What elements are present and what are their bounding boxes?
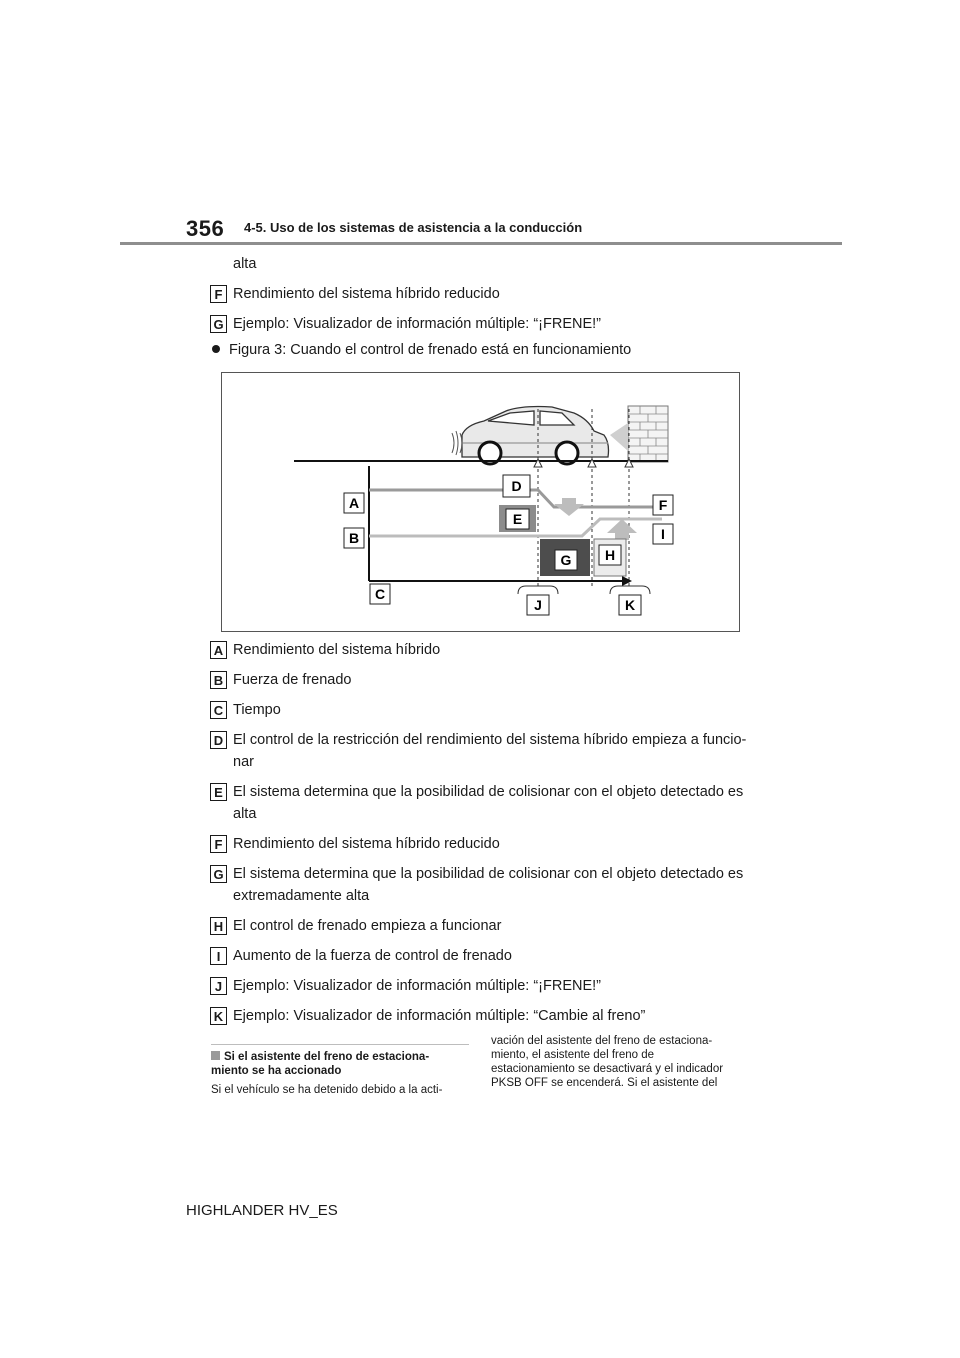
svg-text:J: J [534,597,542,613]
note-divider [211,1044,469,1045]
legend-item-g [210,864,743,884]
note-heading-line1: Si el asistente del freno de estaciona- [224,1051,430,1063]
note-text-line: vación del asistente del freno de estaciona- [491,1035,713,1047]
svg-text:F: F [658,497,668,513]
legend-item-k [210,1006,645,1026]
key-badge: C [210,701,227,719]
note-text-line: PKSB OFF se encenderá. Si el asistente del [491,1077,718,1089]
svg-text:K: K [624,597,636,613]
motion-lines-icon [452,431,462,455]
continuation-text: alta [233,256,257,272]
page-number: 356 [186,216,225,241]
legend-item-d [210,730,746,750]
svg-text:E: E [512,511,523,527]
braking-increase-arrow-icon [607,519,637,540]
legend-text: Rendimiento del sistema híbrido [233,642,441,658]
figure-label-h [599,545,621,565]
reduction-arrow-icon [554,498,584,516]
svg-text:C: C [374,586,386,602]
figure-label-k [619,595,641,615]
legend-text: El sistema determina que la posibilidad de colisionar con el objeto detectado es [233,784,744,800]
key-badge: K [210,1007,227,1025]
bracket-k [610,586,650,594]
key-badge: G [210,865,227,883]
square-bullet-icon [211,1051,220,1060]
car-icon [462,407,609,465]
legend-text: Ejemplo: Visualizador de información múltiple: “¡FRENE!” [233,978,602,994]
svg-text:I: I [661,526,665,542]
figure-label-j [527,595,549,615]
note-text-left: Si el vehículo se ha detenido debido a la acti- [211,1084,443,1096]
figure-label-i [653,524,673,544]
legend-text-cont: nar [233,754,254,770]
sensor-beam-icon [610,423,628,451]
bullet-dot-icon [212,345,220,353]
legend-item-c [210,700,281,720]
key-badge: D [210,731,227,749]
figure-3-drawing [222,373,741,633]
key-badge: E [210,783,227,801]
legend-item-e [210,782,743,802]
note-heading-line2: miento se ha accionado [211,1065,342,1077]
figure-label-a [344,493,364,513]
key-badge: J [210,977,227,995]
figure-label-g [555,550,577,570]
svg-text:A: A [348,495,360,511]
svg-text:D: D [511,478,522,494]
header-divider [120,242,842,245]
legend-text-cont: extremadamente alta [233,888,370,904]
figure-caption: Figura 3: Cuando el control de frenado está en funcionamiento [229,342,632,358]
legend-item-h [210,916,501,936]
figure-3 [221,372,740,632]
key-badge: A [210,641,227,659]
bracket-j [518,586,558,594]
figure-label-d [503,475,530,497]
svg-text:B: B [348,530,360,546]
key-badge: G [210,315,227,333]
note-text-right [491,1034,753,1090]
figure-label-e [506,509,529,529]
svg-text:H: H [604,547,616,563]
top-item-f-text: Rendimiento del sistema híbrido reducido [233,286,500,302]
legend-text: El control de frenado empieza a funcionar [233,918,502,934]
legend-text: Aumento de la fuerza de control de frenado [233,948,512,964]
top-item-f [210,284,500,304]
section-title: 4-5. Uso de los sistemas de asistencia a la conducción [244,220,583,235]
key-badge: I [210,947,227,965]
legend-text: El control de la restricción del rendimiento del sistema híbrido empieza a funcio- [233,732,747,748]
figure-label-f [653,495,673,515]
top-item-g [210,314,601,334]
key-badge: H [210,917,227,935]
time-arrow-icon [622,576,632,586]
key-badge: F [210,835,227,853]
legend-item-j [210,976,601,996]
legend-text: Ejemplo: Visualizador de información múltiple: “Cambie al freno” [233,1008,646,1024]
footer-model: HIGHLANDER HV_ES [186,1202,338,1219]
note-heading [211,1050,473,1078]
key-badge: F [210,285,227,303]
svg-text:G: G [560,552,572,568]
legend-text-cont: alta [233,806,257,822]
brick-wall-icon [628,406,668,462]
legend-text: Rendimiento del sistema híbrido reducido [233,836,500,852]
legend-item-f [210,834,500,854]
legend-item-a [210,640,440,660]
note-text-line: miento, el asistente del freno de [491,1049,655,1061]
figure-caption-bullet [212,340,631,360]
figure-label-b [344,528,364,548]
legend-text: Fuerza de frenado [233,672,352,688]
top-item-g-text: Ejemplo: Visualizador de información múltiple: “¡FRENE!” [233,316,602,332]
legend-text: Tiempo [233,702,281,718]
note-text-line: estacionamiento se desactivará y el indicador [491,1063,724,1075]
legend-item-i [210,946,512,966]
legend-item-b [210,670,352,690]
legend-text: El sistema determina que la posibilidad de colisionar con el objeto detectado es [233,866,744,882]
key-badge: B [210,671,227,689]
figure-label-c [370,584,390,604]
